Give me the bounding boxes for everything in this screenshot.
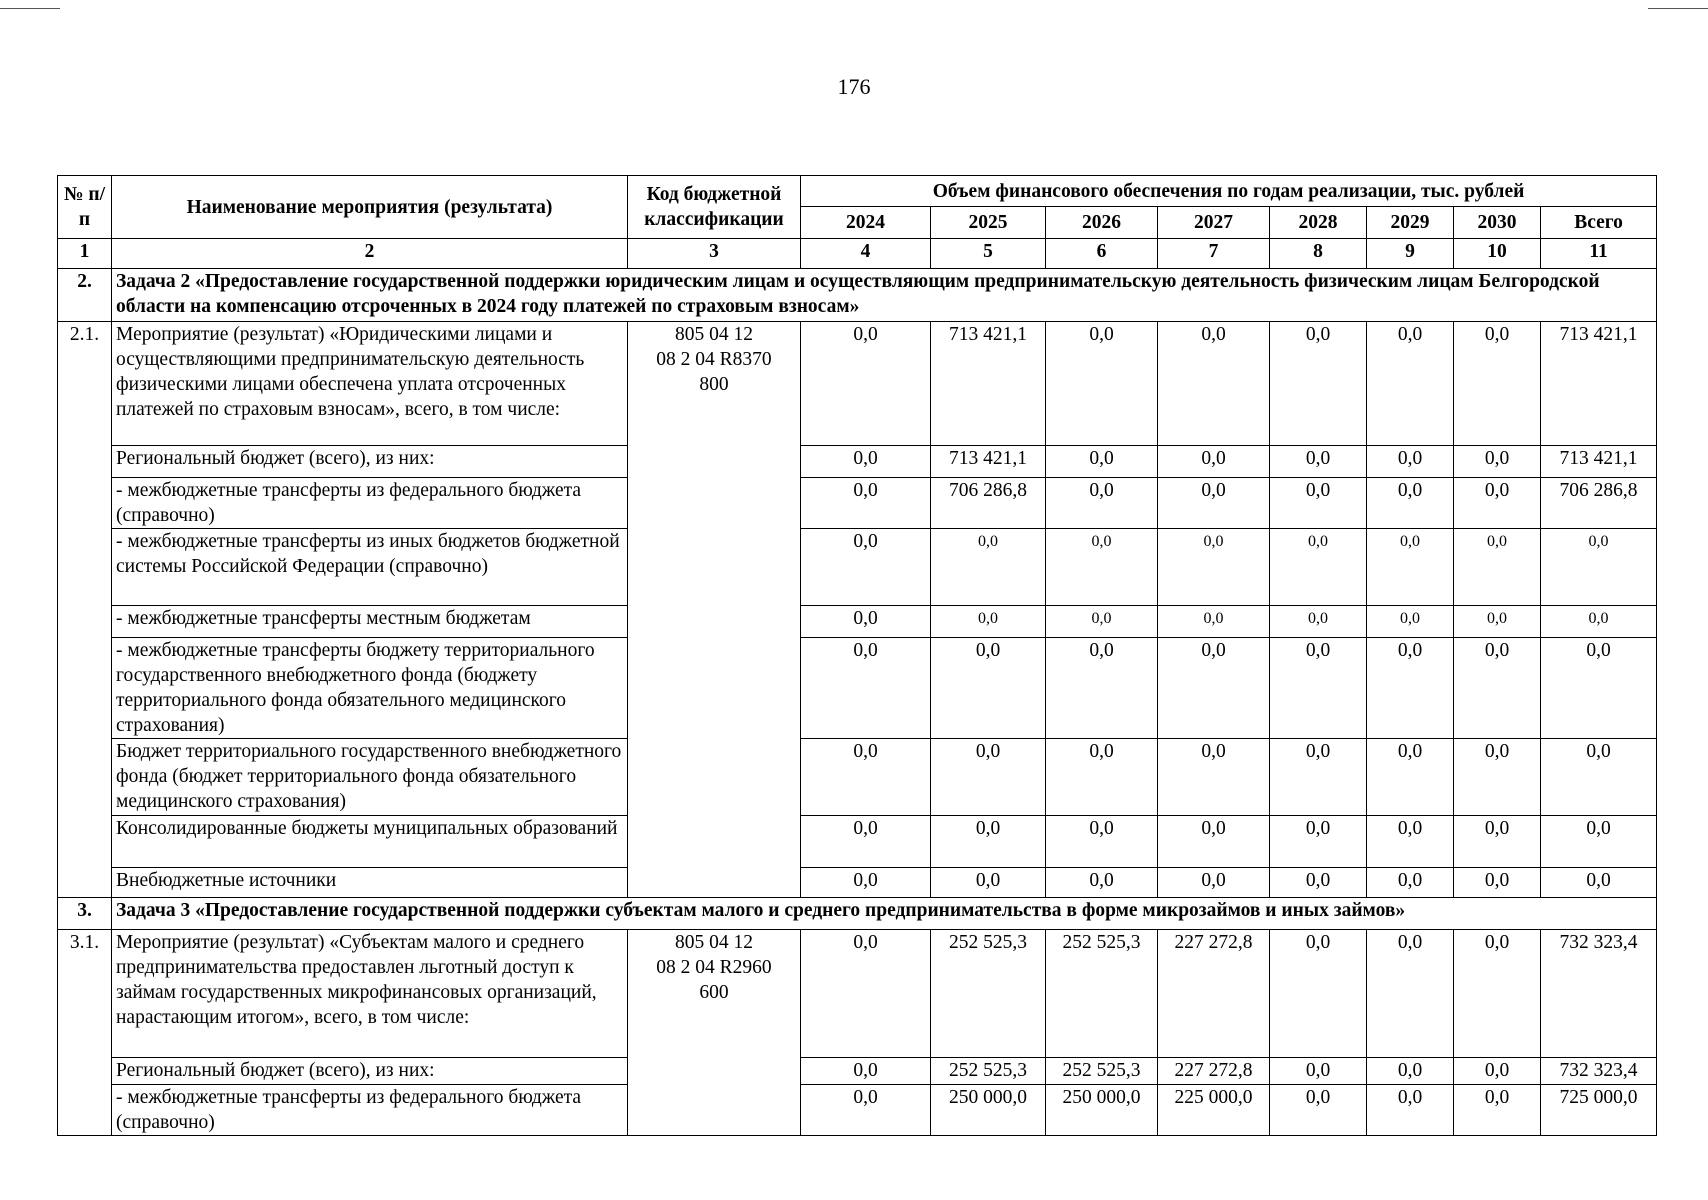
value-cell: 0,0 xyxy=(1046,446,1158,478)
value-cell: 0,0 xyxy=(1541,638,1657,739)
value-cell: 732 323,4 xyxy=(1541,1058,1657,1085)
header-volume: Объем финансового обеспечения по годам реализации, тыс. рублей xyxy=(801,176,1657,207)
value-cell: 0,0 xyxy=(1454,478,1541,529)
value-cell: 0,0 xyxy=(1158,868,1270,898)
task-3-number: 3. xyxy=(58,898,112,930)
value-cell: 0,0 xyxy=(1541,529,1657,606)
value-cell: 725 000,0 xyxy=(1541,1085,1657,1136)
value-cell: 713 421,1 xyxy=(1541,446,1657,478)
row-name: - межбюджетные трансферты из иных бюджетов бюджетной системы Российской Федерации (справочно) xyxy=(112,529,628,606)
value-cell: 0,0 xyxy=(931,529,1046,606)
activity-2-1-row-1 xyxy=(58,446,1657,478)
header-kbk: Код бюджетной классификации xyxy=(628,176,801,239)
top-rule-right xyxy=(1648,8,1708,9)
value-cell: 0,0 xyxy=(1270,1058,1367,1085)
value-cell: 0,0 xyxy=(1367,322,1454,446)
value-cell: 0,0 xyxy=(1367,478,1454,529)
value-cell: 250 000,0 xyxy=(1046,1085,1158,1136)
activity-2-1-kbk: 805 04 12 08 2 04 R8370 800 xyxy=(628,322,801,898)
value-cell: 713 421,1 xyxy=(931,446,1046,478)
value-cell: 0,0 xyxy=(801,1085,931,1136)
activity-3-1-row-0 xyxy=(58,930,1657,1058)
row-name: Бюджет территориального государственного внебюджетного фонда (бюджет территориального фонда обязательного медицинского страхования) xyxy=(112,739,628,816)
row-name: - межбюджетные трансферты из федерального бюджета (справочно) xyxy=(112,478,628,529)
index-cell: 10 xyxy=(1454,239,1541,269)
value-cell: 732 323,4 xyxy=(1541,930,1657,1058)
row-name: - межбюджетные трансферты из федерального бюджета (справочно) xyxy=(112,1085,628,1136)
value-cell: 713 421,1 xyxy=(931,322,1046,446)
value-cell: 252 525,3 xyxy=(931,930,1046,1058)
value-cell: 0,0 xyxy=(1454,868,1541,898)
value-cell: 0,0 xyxy=(1454,1085,1541,1136)
value-cell: 0,0 xyxy=(1270,739,1367,816)
value-cell: 0,0 xyxy=(1270,606,1367,638)
value-cell: 0,0 xyxy=(1541,739,1657,816)
value-cell: 0,0 xyxy=(1541,868,1657,898)
value-cell: 0,0 xyxy=(1046,606,1158,638)
value-cell: 0,0 xyxy=(1367,930,1454,1058)
index-cell: 1 xyxy=(58,239,112,269)
value-cell: 0,0 xyxy=(1158,638,1270,739)
activity-2-1-row-5 xyxy=(58,638,1657,739)
header-name: Наименование мероприятия (результата) xyxy=(112,176,628,239)
activity-3-1-kbk: 805 04 12 08 2 04 R2960 600 xyxy=(628,930,801,1136)
header-year-2030: 2030 xyxy=(1454,207,1541,239)
value-cell: 0,0 xyxy=(931,638,1046,739)
header-row-1 xyxy=(58,176,1657,207)
row-name: Внебюджетные источники xyxy=(112,868,628,898)
value-cell: 0,0 xyxy=(1270,868,1367,898)
value-cell: 0,0 xyxy=(1270,638,1367,739)
value-cell: 0,0 xyxy=(1454,739,1541,816)
value-cell: 0,0 xyxy=(1454,930,1541,1058)
value-cell: 0,0 xyxy=(1454,322,1541,446)
value-cell: 713 421,1 xyxy=(1541,322,1657,446)
row-name: Консолидированные бюджеты муниципальных образований xyxy=(112,816,628,868)
header-no: № п/п xyxy=(58,176,112,239)
value-cell: 225 000,0 xyxy=(1158,1085,1270,1136)
value-cell: 0,0 xyxy=(931,606,1046,638)
value-cell: 0,0 xyxy=(1158,529,1270,606)
value-cell: 706 286,8 xyxy=(931,478,1046,529)
activity-2-1-row-7 xyxy=(58,816,1657,868)
value-cell: 0,0 xyxy=(1367,1085,1454,1136)
value-cell: 0,0 xyxy=(1270,930,1367,1058)
header-total: Всего xyxy=(1541,207,1657,239)
value-cell: 0,0 xyxy=(1367,606,1454,638)
value-cell: 0,0 xyxy=(1367,638,1454,739)
value-cell: 0,0 xyxy=(1367,868,1454,898)
top-rule-left xyxy=(0,8,60,9)
value-cell: 0,0 xyxy=(931,868,1046,898)
value-cell: 0,0 xyxy=(1454,606,1541,638)
value-cell: 0,0 xyxy=(1046,739,1158,816)
value-cell: 0,0 xyxy=(801,930,931,1058)
activity-2-1-row-0 xyxy=(58,322,1657,446)
value-cell: 227 272,8 xyxy=(1158,930,1270,1058)
value-cell: 0,0 xyxy=(1454,638,1541,739)
row-name: Региональный бюджет (всего), из них: xyxy=(112,1058,628,1085)
value-cell: 0,0 xyxy=(1367,529,1454,606)
index-cell: 7 xyxy=(1158,239,1270,269)
value-cell: 0,0 xyxy=(1158,478,1270,529)
header-year-2026: 2026 xyxy=(1046,207,1158,239)
index-cell: 2 xyxy=(112,239,628,269)
row-name: Мероприятие (результат) «Субъектам малого и среднего предпринимательства предоставлен льготный доступ к займам государственных микрофинансовых организаций, нарастающим итогом», всего, в том числе: xyxy=(112,930,628,1058)
activity-2-1-row-8 xyxy=(58,868,1657,898)
header-year-2027: 2027 xyxy=(1158,207,1270,239)
row-name: Мероприятие (результат) «Юридическими лицами и осуществляющими предпринимательскую деятельность физическими лицами обеспечена уплата отсроченных платежей по страховым взносам», всего, в том числе: xyxy=(112,322,628,446)
value-cell: 0,0 xyxy=(1270,446,1367,478)
value-cell: 0,0 xyxy=(1541,816,1657,868)
value-cell: 252 525,3 xyxy=(1046,930,1158,1058)
task-2-row xyxy=(58,269,1657,322)
index-cell: 6 xyxy=(1046,239,1158,269)
activity-2-1-row-6 xyxy=(58,739,1657,816)
index-cell: 5 xyxy=(931,239,1046,269)
value-cell: 0,0 xyxy=(1158,446,1270,478)
value-cell: 0,0 xyxy=(931,739,1046,816)
index-cell: 9 xyxy=(1367,239,1454,269)
value-cell: 0,0 xyxy=(801,606,931,638)
activity-3-1-row-1 xyxy=(58,1058,1657,1085)
value-cell: 0,0 xyxy=(801,868,931,898)
value-cell: 0,0 xyxy=(1046,529,1158,606)
activity-2-1-number: 2.1. xyxy=(58,322,112,898)
value-cell: 0,0 xyxy=(1046,478,1158,529)
value-cell: 0,0 xyxy=(1367,1058,1454,1085)
value-cell: 0,0 xyxy=(1454,529,1541,606)
value-cell: 0,0 xyxy=(1367,816,1454,868)
value-cell: 0,0 xyxy=(1046,816,1158,868)
value-cell: 706 286,8 xyxy=(1541,478,1657,529)
value-cell: 252 525,3 xyxy=(1046,1058,1158,1085)
value-cell: 0,0 xyxy=(1158,739,1270,816)
value-cell: 0,0 xyxy=(801,478,931,529)
budget-table xyxy=(57,175,1657,1136)
value-cell: 0,0 xyxy=(1158,322,1270,446)
value-cell: 0,0 xyxy=(1158,816,1270,868)
value-cell: 0,0 xyxy=(1046,868,1158,898)
value-cell: 0,0 xyxy=(1158,606,1270,638)
page-number: 176 xyxy=(837,74,871,99)
activity-3-1-number: 3.1. xyxy=(58,930,112,1136)
value-cell: 0,0 xyxy=(1270,478,1367,529)
value-cell: 0,0 xyxy=(931,816,1046,868)
value-cell: 227 272,8 xyxy=(1158,1058,1270,1085)
value-cell: 0,0 xyxy=(1270,816,1367,868)
value-cell: 0,0 xyxy=(1454,1058,1541,1085)
value-cell: 252 525,3 xyxy=(931,1058,1046,1085)
index-cell: 8 xyxy=(1270,239,1367,269)
value-cell: 0,0 xyxy=(801,529,931,606)
activity-2-1-row-2 xyxy=(58,478,1657,529)
value-cell: 0,0 xyxy=(1367,739,1454,816)
index-row xyxy=(58,239,1657,269)
value-cell: 0,0 xyxy=(801,816,931,868)
value-cell: 250 000,0 xyxy=(931,1085,1046,1136)
value-cell: 0,0 xyxy=(801,1058,931,1085)
index-cell: 11 xyxy=(1541,239,1657,269)
task-2-number: 2. xyxy=(58,269,112,322)
row-name: Региональный бюджет (всего), из них: xyxy=(112,446,628,478)
value-cell: 0,0 xyxy=(1454,816,1541,868)
value-cell: 0,0 xyxy=(1541,606,1657,638)
index-cell: 3 xyxy=(628,239,801,269)
value-cell: 0,0 xyxy=(1046,322,1158,446)
value-cell: 0,0 xyxy=(801,446,931,478)
header-year-2028: 2028 xyxy=(1270,207,1367,239)
header-year-2024: 2024 xyxy=(801,207,931,239)
value-cell: 0,0 xyxy=(801,322,931,446)
value-cell: 0,0 xyxy=(1270,1085,1367,1136)
index-cell: 4 xyxy=(801,239,931,269)
header-year-2025: 2025 xyxy=(931,207,1046,239)
activity-2-1-row-3 xyxy=(58,529,1657,606)
value-cell: 0,0 xyxy=(1367,446,1454,478)
row-name: - межбюджетные трансферты местным бюджетам xyxy=(112,606,628,638)
value-cell: 0,0 xyxy=(1270,322,1367,446)
header-year-2029: 2029 xyxy=(1367,207,1454,239)
activity-2-1-row-4 xyxy=(58,606,1657,638)
value-cell: 0,0 xyxy=(801,739,931,816)
value-cell: 0,0 xyxy=(801,638,931,739)
task-2-title: Задача 2 «Предоставление государственной поддержки юридическим лицам и осуществляющим предпринимательскую деятельность физическим лицам Белгородской области на компенсацию отсроченных в 2024 году платежей по страховым взносам» xyxy=(112,269,1657,322)
task-3-title: Задача 3 «Предоставление государственной поддержки субъектам малого и среднего предпринимательства в форме микрозаймов и иных займов» xyxy=(112,898,1657,930)
value-cell: 0,0 xyxy=(1454,446,1541,478)
activity-3-1-row-2 xyxy=(58,1085,1657,1136)
row-name: - межбюджетные трансферты бюджету территориального государственного внебюджетного фонда (бюджету территориального фонда обязательного медицинского страхования) xyxy=(112,638,628,739)
value-cell: 0,0 xyxy=(1270,529,1367,606)
value-cell: 0,0 xyxy=(1046,638,1158,739)
task-3-row xyxy=(58,898,1657,930)
